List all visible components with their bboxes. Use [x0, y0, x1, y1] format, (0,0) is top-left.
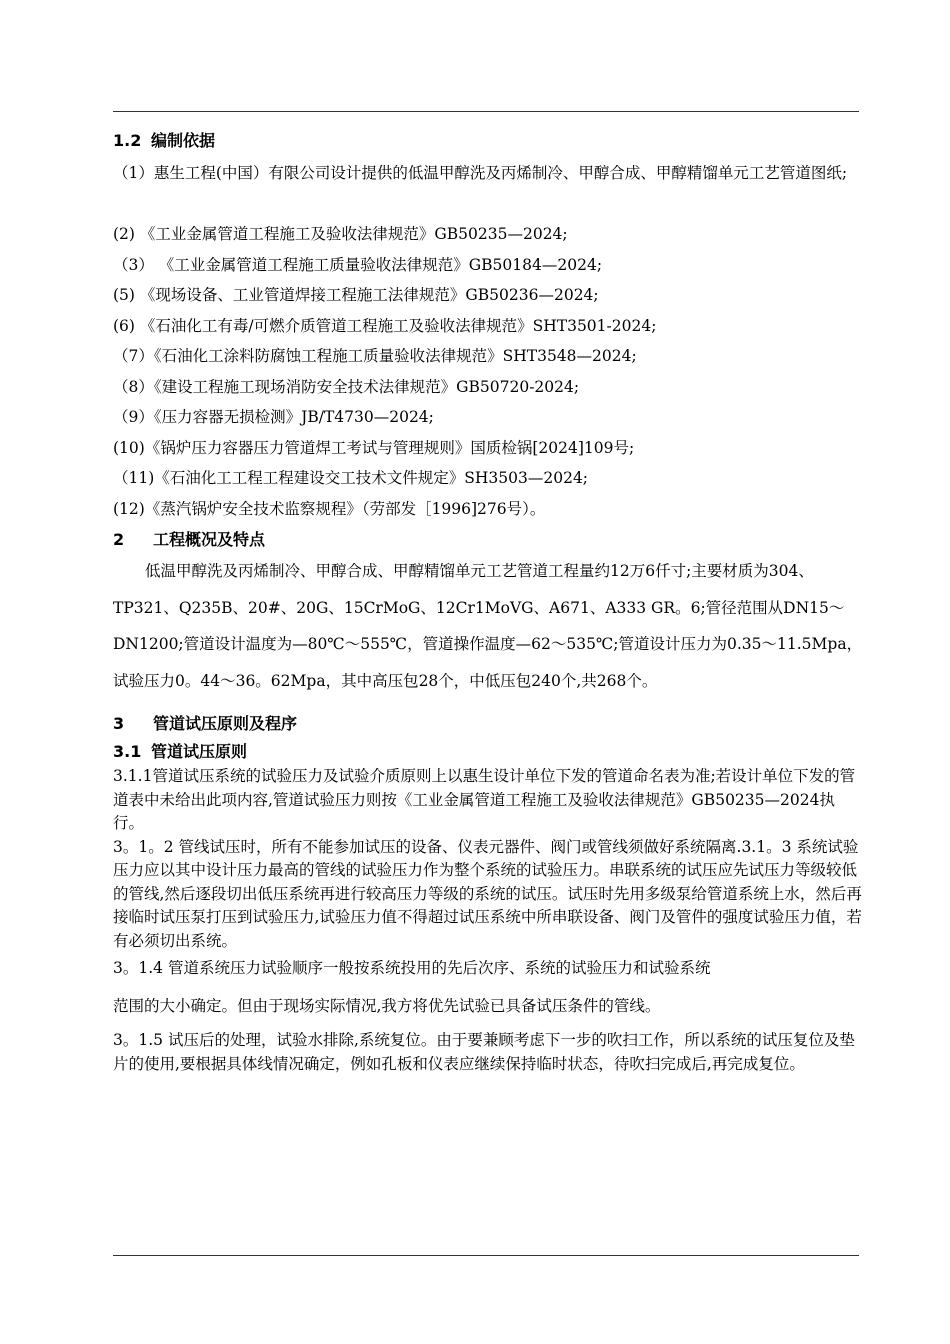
reference-item: （3） 《工业金属管道工程施工质量验收法律规范》GB50184—2024;	[113, 255, 603, 274]
section-3-heading	[113, 711, 863, 737]
reference-item: （7）《石油化工涂料防腐蚀工程施工质量验收法律规范》SHT3548—2024;	[113, 347, 637, 365]
section-1-2-heading	[113, 128, 863, 154]
reference-list	[113, 158, 863, 524]
footer-rule	[113, 1255, 859, 1256]
clause-3-1-2: 3。1。2 管线试压时，所有不能参加试压的设备、仪表元器件、阀门或管线须做好系统隔离.3.1。3 系统试验压力应以其中设计压力最高的管线的试验压力作为整个系统的试验压力。串联系统的试压应先试压力等级较低的管线,然后逐段切出低压系统再进行较高压力等级的系统的试压。试压时先用多级泵给管道系统上水，然后再接临时试压泵打压到试验压力,试验压力值不得超过试压系统中所串联设备、阀门及管件的强度试验压力值，若有必须切出系统。	[113, 837, 862, 950]
clause-3-1-1: 3.1.1管道试压系统的试验压力及试验介质原则上以惠生设计单位下发的管道命名表为准;若设计单位下发的管道表中未给出此项内容,管道试验压力则按《工业金属管道工程施工及验收法律规范》GB50235—2024执行。	[113, 767, 856, 832]
clause-3-1-5: 3。1.5 试压后的处理，试验水排除,系统复位。由于要兼顾考虑下一步的吹扫工作，所以系统的试压复位及垫片的使用,要根据具体线情况确定，例如孔板和仪表应继续保持临时状态，待吹扫完成后,再完成复位。	[113, 1031, 855, 1073]
reference-item: (10)《锅炉压力容器压力管道焊工考试与管理规则》国质检锅[2024]109号;	[113, 438, 635, 457]
reference-item: (12)《蒸汽锅炉安全技术监察规程》（劳部发［1996]276号）。	[113, 499, 546, 518]
reference-item: （8）《建设工程施工现场消防安全技术法律规范》GB50720-2024;	[113, 377, 580, 396]
project-overview-paragraph: 低温甲醇洗及丙烯制冷、甲醇合成、甲醇精馏单元工艺管道工程量约12万6仟寸;主要材质为304、TP321、Q235B、20#、20G、15CrMoG、12Cr1MoVG、A671、A333 GR。6;管径范围从DN15～DN1200;管道设计温度为—80℃～555℃，管道操作温度—62～535℃;管道设计压力为0.35～11.5Mpa，试验压力0。44～36。62Mpa，其中高压包28个，中低压包240个,共268个。	[113, 562, 863, 690]
section-title: 管道试压原则	[151, 742, 248, 761]
section-number: 3.1	[113, 742, 142, 761]
clause-3-1-4-line-1: 3。1.4 管道系统压力试验顺序一般按系统投用的先后次序、系统的试验压力和试验系统	[113, 959, 711, 977]
section-title: 编制依据	[151, 131, 216, 150]
reference-item: (5) 《现场设备、工业管道焊接工程施工法律规范》GB50236—2024;	[113, 286, 599, 304]
clause-3-1-4-line-2: 范围的大小确定。但由于现场实际情况,我方将优先试验已具备试压条件的管线。	[113, 997, 661, 1015]
section-3-1-heading	[113, 739, 863, 765]
section-title: 管道试压原则及程序	[153, 714, 298, 733]
section-title: 工程概况及特点	[153, 530, 266, 549]
section-number: 3	[113, 714, 125, 733]
reference-item: (2) 《工业金属管道工程施工及验收法律规范》GB50235—2024;	[113, 225, 568, 243]
section-2-heading	[113, 527, 863, 553]
reference-item: （9）《压力容器无损检测》JB/T4730—2024;	[113, 408, 434, 426]
reference-item: （11)《石油化工工程工程建设交工技术文件规定》SH3503—2024;	[113, 469, 589, 487]
section-number: 1.2	[113, 131, 142, 150]
section-number: 2	[113, 530, 125, 549]
reference-item: （1）惠生工程(中国）有限公司设计提供的低温甲醇洗及丙烯制冷、甲醇合成、甲醇精馏单元工艺管道图纸;	[113, 164, 848, 182]
reference-item: (6) 《石油化工有毒/可燃介质管道工程施工及验收法律规范》SHT3501-2024;	[113, 316, 657, 335]
header-rule	[113, 111, 859, 112]
document-body	[113, 128, 863, 1076]
